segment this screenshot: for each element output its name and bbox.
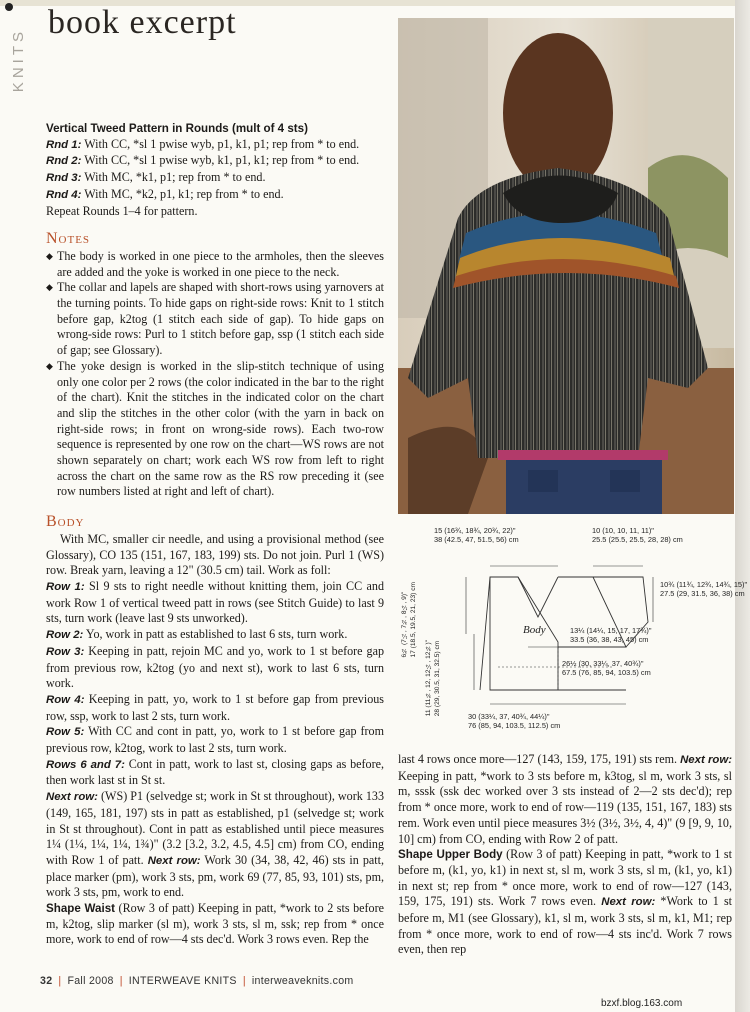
page-title: book excerpt bbox=[48, 4, 237, 41]
page-edge bbox=[735, 0, 750, 1012]
note-item: ◆ The collar and lapels are shaped with short-rows using yarnovers at the turning points. To hide gaps on right-side rows: Knit to 1 stitch before gap, k2tog (1 stitch each side of gap). To hide gaps on wrong-side rows: Purl to 1 stitch before gap, ssp (1 stitch each side of gap; see Glossary). bbox=[46, 280, 384, 359]
body-heading: Body bbox=[46, 513, 85, 531]
row-5: Row 5: With CC and cont in patt, yo, work to 1 st before gap from previous row, k2tog, work to last 2 sts, turn work. bbox=[46, 724, 384, 756]
issue-date: Fall 2008 bbox=[67, 975, 114, 987]
dim-left-inner: 11 (11¾, 12, 12¼, 12¾)" 28 (29, 30.5, 31, 32.5) cm bbox=[425, 640, 441, 717]
dim-mid: 13¼ (14¼, 15, 17, 17¾)" 33.5 (36, 38, 43, 45) cm bbox=[570, 626, 652, 644]
page-footer: 32 | Fall 2008 | INTERWEAVE KNITS | interweaveknits.com bbox=[40, 975, 354, 987]
dim-top-left: 15 (16¾, 18¾, 20¾, 22)" 38 (42.5, 47, 51.5, 56) cm bbox=[434, 526, 519, 544]
repeat-note: Repeat Rounds 1–4 for pattern. bbox=[46, 203, 198, 218]
round-1: Rnd 1: With CC, *sl 1 pwise wyb, p1, k1, p1; rep from * to end. bbox=[46, 136, 360, 151]
row-4: Row 4: Keeping in patt, yo, work to 1 st before gap from previous row, ssp, work to last 2 sts, turn work. bbox=[46, 691, 384, 723]
left-column-top bbox=[46, 121, 384, 948]
shape-upper-body: Shape Upper Body (Row 3 of patt) Keeping in patt, *work to 1 st before m, (k1, yo, k1) in next st, sl m, work 3 sts, sl m, (k1, yo, k1) in next st; rep from * once more, work to end of row—127 (143, 159, 175, 191) sts. Work 7 rows even. Next row: *Work to 1 st before m, M1 (see Glossary), k1, sl m, work 3 sts, sl m, k1, M1; rep from * once more, work to end of row—4 sts inc'd. Work 7 rows even, then rep bbox=[398, 847, 733, 957]
watermark: bzxf.blog.163.com bbox=[601, 998, 683, 1009]
dim-left-outer: 6¾ (7¼, 7¾, 8¼, 9)" 17 (18.5, 19.5, 21, 23) cm bbox=[401, 582, 417, 658]
note-item: ◆ The body is worked in one piece to the armholes, then the sleeves are added and the yoke is worked in one piece to the neck. bbox=[46, 249, 384, 280]
dim-bottom: 30 (33¼, 37, 40¾, 44¼)" 76 (85, 94, 103.5, 112.5) cm bbox=[468, 712, 561, 730]
dim-top-right: 10 (10, 10, 11, 11)" 25.5 (25.5, 25.5, 28, 28) cm bbox=[592, 526, 683, 544]
page-number: 32 bbox=[40, 975, 53, 987]
dim-wide: 26½ (30, 33¼, 37, 40¾)" 67.5 (76, 85, 94, 103.5) cm bbox=[562, 659, 651, 677]
row-1: Row 1: Sl 9 sts to right needle without knitting them, join CC and work Row 1 of vertical tweed patt in rows (see Stitch Guide) to last 9 sts, turn work (leave last 9 sts unworked). bbox=[46, 578, 384, 626]
body-intro: With MC, smaller cir needle, and using a provisional method (see Glossary), CO 135 (151, 167, 183, 199) sts. Do not join. Purl 1 (WS) row. Break yarn, leaving a 12" (30.5 cm) tail. Work as foll: bbox=[46, 531, 384, 578]
magazine-name: INTERWEAVE KNITS bbox=[128, 975, 237, 987]
note-item: ◆ The yoke design is worked in the slip-stitch technique of using only one color per 2 rows (the color indicated in the bar to the right of the chart). Knit the stitches in the indicated color on the chart and slip the stitches in the other color (with the yarn in back on right-side rows; in front on wrong-side rows). Each two-row sequence is represented by one row on the chart—WS rows are not shown separately on chart; work each WS row from left to right across the chart on the same row as the RS row preceding it (see row numbers listed at right and left of chart). bbox=[46, 359, 384, 500]
right-column-bottom bbox=[398, 752, 732, 958]
sweater-photo bbox=[398, 18, 734, 514]
round-3: Rnd 3: With MC, *k1, p1; rep from * to end. bbox=[46, 170, 266, 185]
notes-list bbox=[46, 249, 384, 500]
shape-waist: Shape Waist (Row 3 of patt) Keeping in patt, *work to 2 sts before m, k2tog, slip marker (sl m), work 3 sts, sl m, ssk; rep from * once more, work to end of row—4 sts dec'd. Work 3 rows even. Rep the bbox=[46, 901, 384, 947]
continued-text: last 4 rows once more—127 (143, 159, 175, 191) sts rem. Next row: Keeping in patt, *work to 3 sts before m, k3tog, sl m, work 3 sts, sl m, sssk (ssk dec worked over 3 sts instead of 2—2 sts dec'd); rep from * once more, work to end of row—119 (135, 151, 167, 183) sts rem. Work even until piece measures 3½ (3½, 3½, 4, 4)" (9 [9, 9, 10, 10] cm) from CO, ending with Row 2 of patt. bbox=[398, 752, 732, 846]
dim-right-top: 10¾ (11¾, 12¾, 14¾, 15)" 27.5 (29, 31.5, 36, 38) cm bbox=[660, 580, 748, 598]
next-row-ws: Next row: (WS) P1 (selvedge st; work in St st throughout), work 133 (149, 165, 181, 197) sts in patt as established, p1 (selvedge st; work in St st throughout). Cont in patt as established until piece measures 1¼ (1¼, 1¼, 1¼, 1¾)" (3.2 [3.2, 3.2, 4.5, 4.5] cm) from CO, ending with Row 1 of patt. Next row: Work 30 (34, 38, 42, 46) sts in patt, place marker (pm), work 3 sts, pm, work 69 (77, 85, 93, 101) sts, pm, work 3 sts, pm, work to end. bbox=[46, 789, 384, 900]
sweater-photo-illustration bbox=[398, 18, 734, 514]
header-bullet-icon bbox=[5, 3, 13, 11]
row-3: Row 3: Keeping in patt, rejoin MC and yo, work to 1 st before gap from previous row, k2tog (yo and next st), work to last 6 sts, turn work. bbox=[46, 643, 385, 691]
pattern-title: Vertical Tweed Pattern in Rounds (mult of 4 sts) bbox=[46, 122, 308, 135]
round-2: Rnd 2: With CC, *sl 1 pwise wyb, k1, p1, k1; rep from * to end. bbox=[46, 153, 360, 168]
notes-heading: Notes bbox=[46, 230, 91, 248]
schematic-shape bbox=[398, 522, 734, 748]
row-2: Row 2: Yo, work in patt as established to last 6 sts, turn work. bbox=[46, 627, 348, 642]
side-label: KNITS bbox=[10, 28, 27, 93]
magazine-url[interactable]: interweaveknits.com bbox=[251, 975, 354, 987]
round-4: Rnd 4: With MC, *k2, p1, k1; rep from * to end. bbox=[46, 186, 284, 201]
rows-6-7: Rows 6 and 7: Cont in patt, work to last st, closing gaps as before, then work last st in St st. bbox=[46, 756, 385, 788]
schematic-diagram bbox=[398, 522, 748, 748]
diagram-label: Body bbox=[523, 624, 546, 636]
